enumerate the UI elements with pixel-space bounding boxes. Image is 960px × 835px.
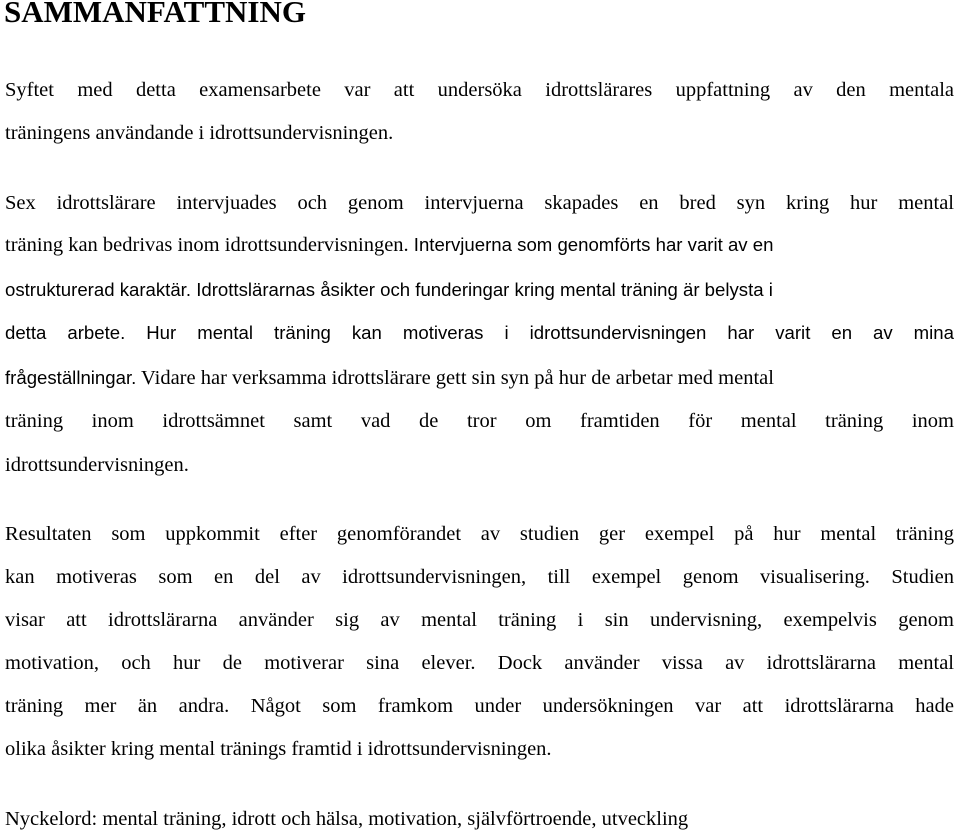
paragraph-2-line-5 (5, 364, 774, 392)
paragraph-2-line-4: detta arbete. Hur mental träning kan motiveras i idrottsundervisningen har varit en av mina (5, 322, 954, 343)
paragraph-3-line-3: visar att idrottslärarna använder sig av mental träning i sin undervisning, exempelvis genom (5, 609, 954, 631)
paragraph-2-line-2-serif: träning kan bedrivas inom idrottsundervisningen. (5, 234, 409, 256)
paragraph-2-line-2 (5, 231, 773, 259)
keywords-line: Nyckelord: mental träning, idrott och hälsa, motivation, självförtroende, utveckling (5, 808, 689, 830)
paragraph-3-line-2: kan motiveras som en del av idrottsundervisningen, till exempel genom visualisering. Studien (5, 566, 954, 588)
paragraph-2-line-1: Sex idrottslärare intervjuades och genom intervjuerna skapades en bred syn kring hur mental (5, 192, 954, 214)
paragraph-2-line-3-a: ostrukturerad karaktär. (5, 279, 192, 300)
paragraph-2-line-5-sans: frågeställningar. (5, 367, 137, 388)
paragraph-2-line-3 (5, 276, 773, 304)
paragraph-2-line-3-b: Idrottslärarnas åsikter och funderingar kring mental träning är belysta i (196, 279, 773, 300)
paragraph-1-line-1: Syftet med detta examensarbete var att undersöka idrottslärares uppfattning av den mentala (5, 79, 954, 101)
paragraph-2-line-7: idrottsundervisningen. (5, 454, 189, 476)
paragraph-3-line-5: träning mer än andra. Något som framkom under undersökningen var att idrottslärarna hade (5, 695, 954, 717)
paragraph-2-line-6: träning inom idrottsämnet samt vad de tror om framtiden för mental träning inom (5, 410, 954, 432)
paragraph-3-line-4: motivation, och hur de motiverar sina elever. Dock använder vissa av idrottslärarna mental (5, 652, 954, 674)
paragraph-2-line-5-serif: Vidare har verksamma idrottslärare gett sin syn på hur de arbetar med mental (141, 367, 774, 389)
page-title: SAMMANFATTNING (4, 0, 306, 29)
paragraph-3-line-1: Resultaten som uppkommit efter genomförandet av studien ger exempel på hur mental träning (5, 523, 954, 545)
paragraph-3-line-6: olika åsikter kring mental tränings framtid i idrottsundervisningen. (5, 738, 552, 760)
paragraph-2-line-2-sans: Intervjuerna som genomförts har varit av en (413, 234, 774, 255)
paragraph-1-line-2: träningens användande i idrottsundervisningen. (5, 122, 394, 144)
